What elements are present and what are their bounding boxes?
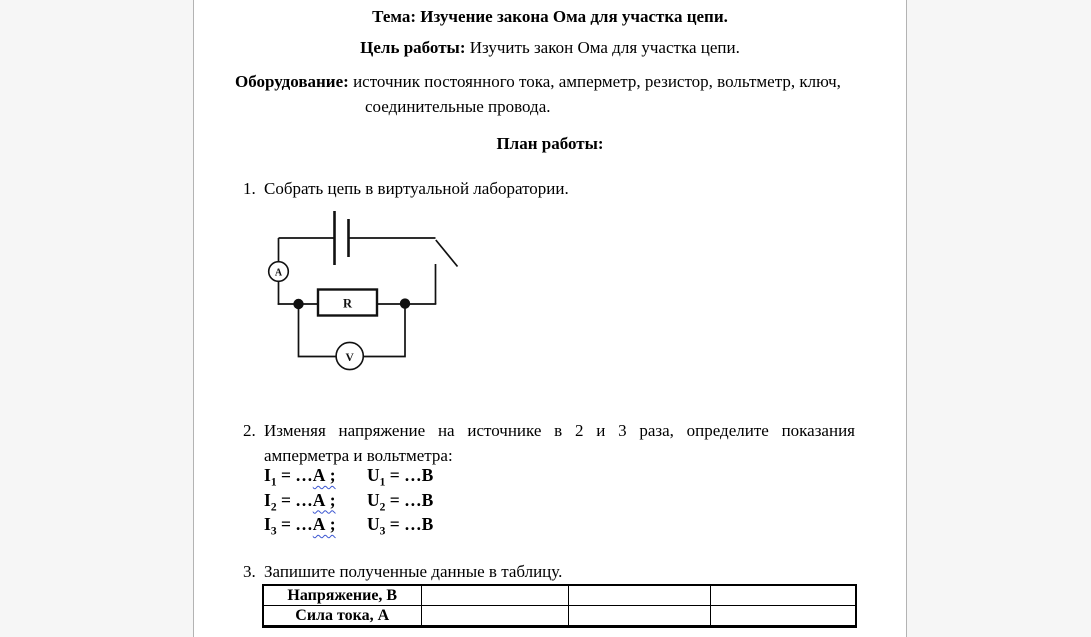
current-cell-2[interactable] <box>568 606 710 627</box>
resistor-label: R <box>342 296 353 311</box>
spellcheck-underline: А ; <box>312 514 336 535</box>
row-header-voltage: Напряжение, В <box>263 585 421 606</box>
step-1-text: Собрать цепь в виртуальной лаборатории. <box>264 179 569 198</box>
goal-label: Цель работы: <box>360 38 466 57</box>
step-3-text: Запишите полученные данные в таблицу. <box>264 562 563 581</box>
row-header-current: Сила тока, А <box>263 606 421 627</box>
current-formula: $I_3$ = …А ; <box>264 514 336 538</box>
circuit-diagram <box>250 200 480 380</box>
voltage-formula: $U_3$ = …В <box>367 514 434 538</box>
subscript: 1 <box>270 476 277 489</box>
measurement-row <box>264 463 433 488</box>
current-cell-3[interactable] <box>710 606 856 627</box>
ammeter-label: A <box>274 267 283 279</box>
step-3-number: 3. <box>243 562 256 581</box>
spellcheck-underline: А ; <box>312 465 336 485</box>
subscript: 1 <box>379 476 386 489</box>
current-cell-1[interactable] <box>421 606 568 627</box>
voltage-formula: $U_2$ = …В <box>367 489 434 514</box>
step-2-text: Изменяя напряжение на источнике в 2 и 3 раза, определите показания амперметра и вольтметра: <box>264 421 855 465</box>
measurement-formulas <box>264 463 433 537</box>
subscript: 3 <box>379 525 386 538</box>
voltmeter-label: V <box>345 352 354 365</box>
table-row-voltage <box>263 585 856 606</box>
current-formula: $I_2$ = …А ; <box>264 489 336 514</box>
voltmeter-symbol <box>336 342 363 369</box>
doc-title: Тема: Изучение закона Ома для участка цепи. <box>372 7 728 26</box>
ammeter-symbol <box>269 262 289 282</box>
results-table <box>262 584 857 628</box>
resistor-symbol <box>318 290 377 316</box>
step-2-number: 2. <box>243 421 256 440</box>
step-2 <box>243 418 855 468</box>
goal-text: Изучить закон Ома для участка цепи. <box>465 38 740 57</box>
spellcheck-underline: А ; <box>312 489 336 510</box>
equipment-paragraph <box>194 69 856 119</box>
measurement-row <box>264 488 433 513</box>
subscript: 3 <box>270 525 277 538</box>
equipment-text: источник постоянного тока, амперметр, резистор, вольтметр, ключ, соединительные провода. <box>348 72 841 116</box>
current-formula: $I_1$ = …А ; <box>264 465 336 489</box>
voltage-cell-2[interactable] <box>568 585 710 606</box>
document-page <box>193 0 907 637</box>
step-1 <box>243 176 863 201</box>
goal-line <box>194 38 906 58</box>
subscript: 2 <box>270 501 277 514</box>
voltage-formula: $U_1$ = …В <box>367 465 434 489</box>
voltage-cell-1[interactable] <box>421 585 568 606</box>
battery-symbol <box>335 211 349 265</box>
switch-symbol <box>436 240 458 304</box>
voltage-cell-3[interactable] <box>710 585 856 606</box>
table-row-current <box>263 606 856 627</box>
measurement-row <box>264 512 433 537</box>
subscript: 2 <box>379 501 386 514</box>
step-1-number: 1. <box>243 179 256 198</box>
step-3 <box>243 559 863 584</box>
plan-heading: План работы: <box>496 134 604 153</box>
equipment-label: Оборудование: <box>235 72 349 91</box>
